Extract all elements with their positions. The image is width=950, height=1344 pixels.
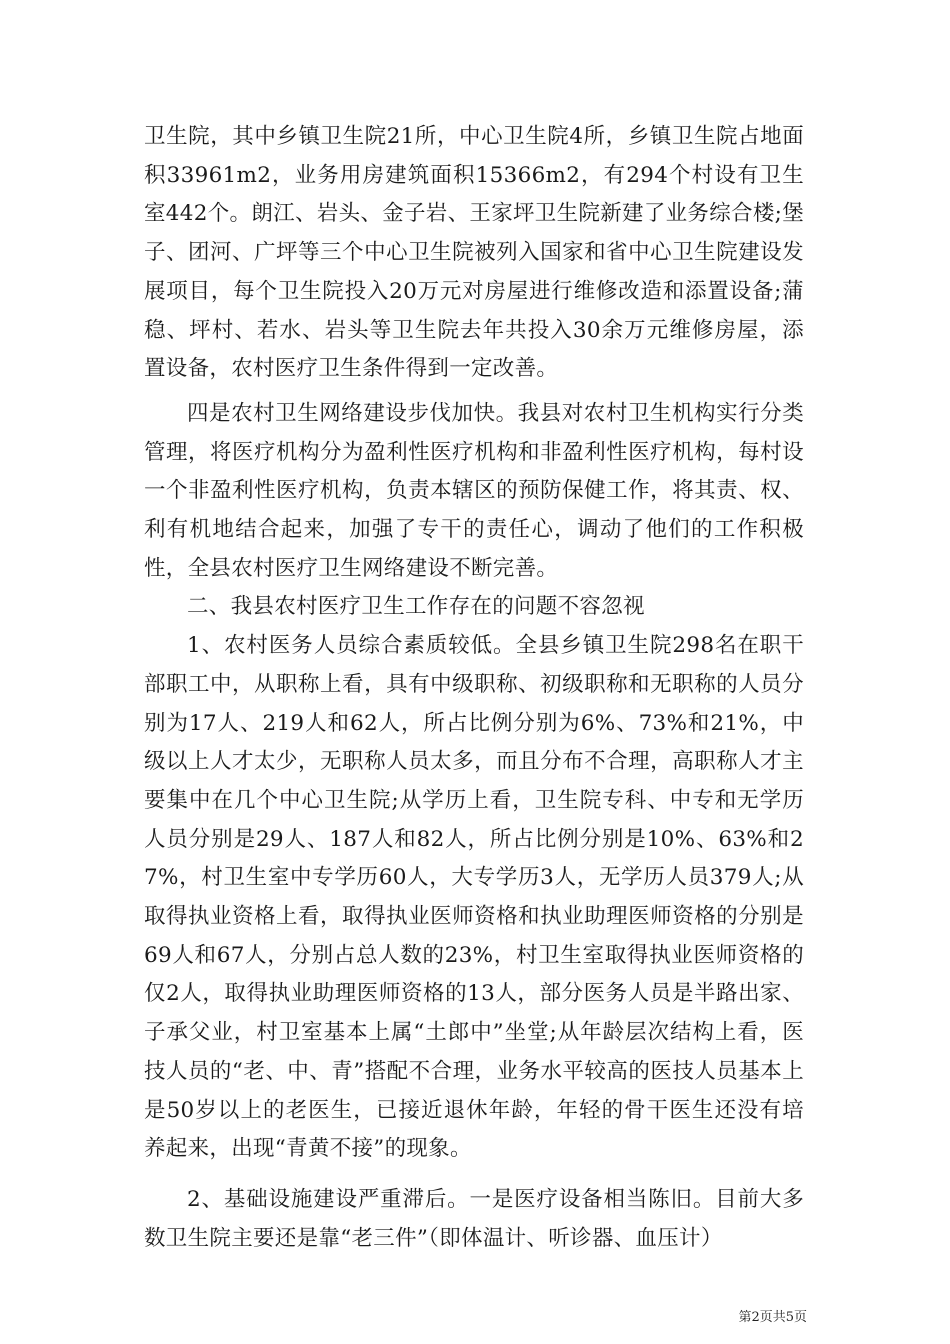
paragraph-infrastructure: 2、基础设施建设严重滞后。一是医疗设备相当陈旧。目前大多数卫生院主要还是靠“老三件”（即体温计、听诊器、血压计）: [144, 1186, 804, 1251]
paragraph-network: 四是农村卫生网络建设步伐加快。我县对农村卫生机构实行分类管理，将医疗机构分为盈利性医疗机构和非盈利性医疗机构，每村设一个非盈利性医疗机构，负责本辖区的预防保健工作，将其责、权、利有机地结合起来，加强了专干的责任心，调动了他们的工作积极性，全县农村医疗卫生网络建设不断完善。: [144, 400, 804, 581]
paragraph-staff-quality: 1、农村医务人员综合素质较低。全县乡镇卫生院298名在职干部职工中，从职称上看，具有中级职称、初级职称和无职称的人员分别为17人、219人和62人，所占比例分别为6%、73%和21%，中级以上人才太少，无职称人员太多，而且分布不合理，高职称人才主要集中在几个中心卫生院;从学历上看，卫生院专科、中专和无学历人员分别是29人、187人和82人，所占比例分别是10%、63%和27%，村卫生室中专学历60人，大专学历3人，无学历人员379人;从取得执业资格上看，取得执业医师资格和执业助理医师资格的分别是69人和67人，分别占总人数的23%，村卫生室取得执业医师资格的仅2人，取得执业助理医师资格的13人，部分医务人员是半路出家、子承父业，村卫室基本上属“土郎中”坐堂;从年龄层次结构上看，医技人员的“老、中、青”搭配不合理，业务水平较高的医技人员基本上是50岁以上的老医生，已接近退休年龄，年轻的骨干医生还没有培养起来，出现“青黄不接”的现象。: [144, 633, 804, 1162]
page-number-footer: 第2页共5页: [738, 1310, 807, 1325]
document-body: [144, 118, 804, 1258]
section-heading-problems: 二、我县农村医疗卫生工作存在的问题不容忽视: [187, 594, 645, 620]
paragraph-facilities: 卫生院，其中乡镇卫生院21所，中心卫生院4所，乡镇卫生院占地面积33961m2，业务用房建筑面积15366m2，有294个村设有卫生室442个。朗江、岩头、金子岩、王家坪卫生院新建了业务综合楼;堡子、团河、广坪等三个中心卫生院被列入国家和省中心卫生院建设发展项目，每个卫生院投入20万元对房屋进行维修改造和添置设备;蒲稳、坪村、若水、岩头等卫生院去年共投入30余万元维修房屋，添置设备，农村医疗卫生条件得到一定改善。: [144, 124, 804, 382]
